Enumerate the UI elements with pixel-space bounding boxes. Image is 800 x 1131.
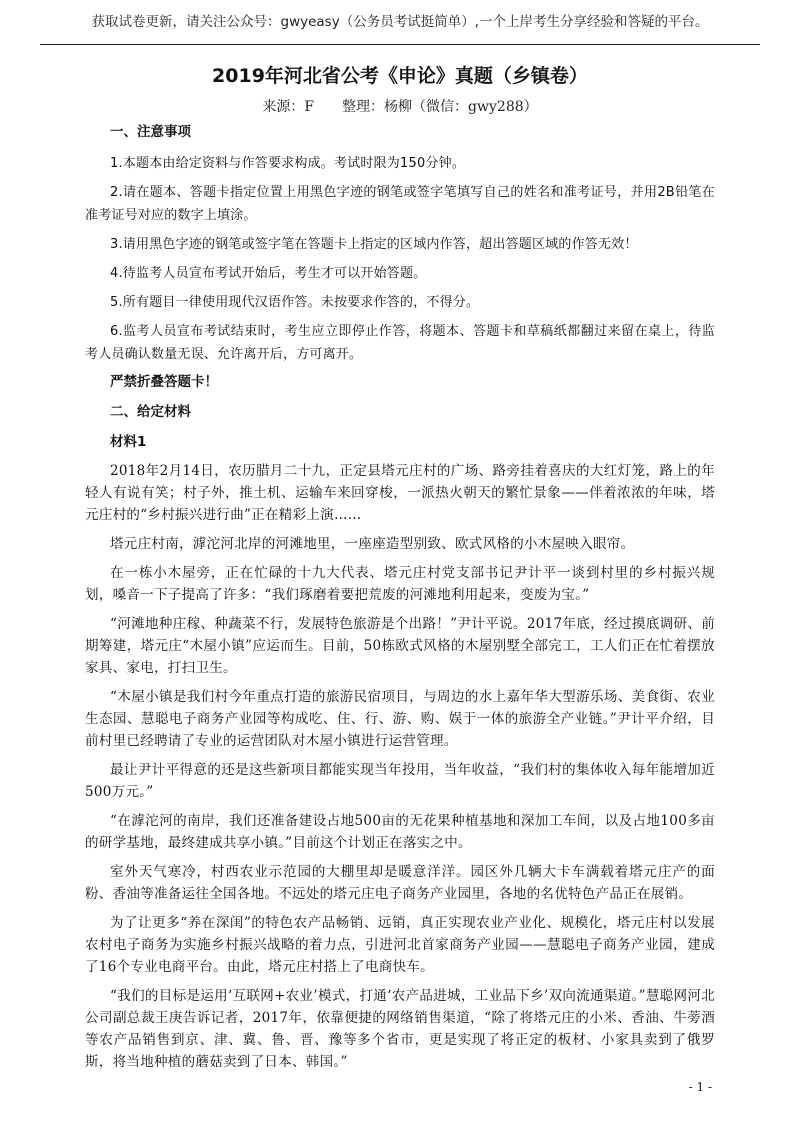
notice-item: 3.请用黑色字迹的钢笔或签字笔在答题卡上指定的区域内作答，超出答题区域的作答无效！ [110, 237, 638, 252]
material-paragraph: “木屋小镇是我们村今年重点打造的旅游民宿项目，与周边的水上嘉年华大型游乐场、美食街、农业生态园、慧聪电子商务产业园等构成吃、住、行、游、购、娱于一体的旅游全产业链。”尹计平介绍，目前村里已经聘请了专业的运营团队对木屋小镇进行运营管理。 [85, 689, 715, 749]
material-paragraph: “我们的目标是运用‘互联网+农业’模式，打通‘农产品进城，工业品下乡’双向流通渠道。”慧聪网河北公司副总裁王庚告诉记者，2017年，依靠便捷的网络销售渠道，“除了将塔元庄的小米、香油、牛蒡酒等农产品销售到京、津、冀、鲁、晋、豫等多个省市，更是实现了将正定的板材、小家具卖到了俄罗斯，将当地种植的蘑菇卖到了日本、韩国。” [85, 988, 715, 1070]
notice-item: 2.请在题本、答题卡指定位置上用黑色字迹的钢笔或签字笔填写自己的姓名和准考证号，并用2B铅笔在准考证号对应的数字上填涂。 [85, 185, 715, 223]
document-title: 2019年河北省公考《申论》真题（乡镇卷） [212, 65, 588, 87]
warning-text: 严禁折叠答题卡！ [110, 374, 218, 390]
material-paragraph: 2018年2月14日，农历腊月二十九，正定县塔元庄村的广场、路旁挂着喜庆的大红灯笼，路上的年轻人有说有笑；村子外，推土机、运输车来回穿梭，一派热火朝天的繁忙景象——伴着浓浓的年味，塔元庄村的“乡村振兴进行曲”正在精彩上演…… [85, 463, 715, 523]
page-header: 获取试卷更新，请关注公众号：gwyeasy（公务员考试挺简单）,一个上岸考生分享经验和答疑的平台。 [40, 0, 760, 45]
page-number: - 1 - [688, 1080, 712, 1094]
section-heading-notice: 一、注意事项 [110, 124, 191, 140]
notice-item: 1.本题本由给定资料与作答要求构成。考试时限为150分钟。 [110, 156, 466, 171]
notice-item: 4.待监考人员宣布考试开始后，考生才可以开始答题。 [110, 266, 427, 281]
notice-item: 6.监考人员宣布考试结束时，考生应立即停止作答，将题本、答题卡和草稿纸都翻过来留在桌上，待监考人员确认数量无误、允许离开后，方可离开。 [85, 324, 715, 362]
document-body [85, 122, 715, 1080]
material-label: 材料1 [110, 434, 147, 450]
material-paragraph: 塔元庄村南，滹沱河北岸的河滩地里，一座座造型别致、欧式风格的小木屋映入眼帘。 [110, 536, 635, 552]
material-paragraph: 最让尹计平得意的还是这些新项目都能实现当年投用，当年收益，“我们村的集体收入每年能增加近500万元。” [85, 762, 715, 800]
document-source: 来源：F 整理：杨柳（微信：gwy288） [262, 99, 538, 115]
notice-item: 5.所有题目一律使用现代汉语作答。未按要求作答的，不得分。 [110, 295, 480, 310]
material-paragraph: 在一栋小木屋旁，正在忙碌的十九大代表、塔元庄村党支部书记尹计平一谈到村里的乡村振兴规划，嗓音一下子提高了许多：“我们琢磨着要把荒废的河滩地利用起来，变废为宝。” [85, 565, 715, 603]
section-heading-materials: 二、给定材料 [110, 404, 191, 420]
material-paragraph: “河滩地种庄稼、种蔬菜不行，发展特色旅游是个出路！”尹计平说。2017年底，经过摸底调研、前期筹建，塔元庄“木屋小镇”应运而生。目前，50栋欧式风格的木屋别墅全部完工，工人们正在忙着摆放家具、家电，打扫卫生。 [85, 616, 715, 676]
material-paragraph: 室外天气寒冷，村西农业示范园的大棚里却是暖意洋洋。园区外几辆大卡车满载着塔元庄产的面粉、香油等准备运往全国各地。不远处的塔元庄电子商务产业园里，各地的名优特色产品正在展销。 [85, 864, 715, 902]
material-paragraph: 为了让更多“养在深闺”的特色农产品畅销、远销，真正实现农业产业化、规模化，塔元庄村以发展农村电子商务为实施乡村振兴战略的着力点，引进河北首家商务产业园——慧聪电子商务产业园，建成了16个专业电商平台。由此，塔元庄村搭上了电商快车。 [85, 915, 715, 975]
material-paragraph: “在滹沱河的南岸，我们还准备建设占地500亩的无花果种植基地和深加工车间，以及占地100多亩的研学基地，最终建成共享小镇。”目前这个计划正在落实之中。 [85, 813, 715, 851]
